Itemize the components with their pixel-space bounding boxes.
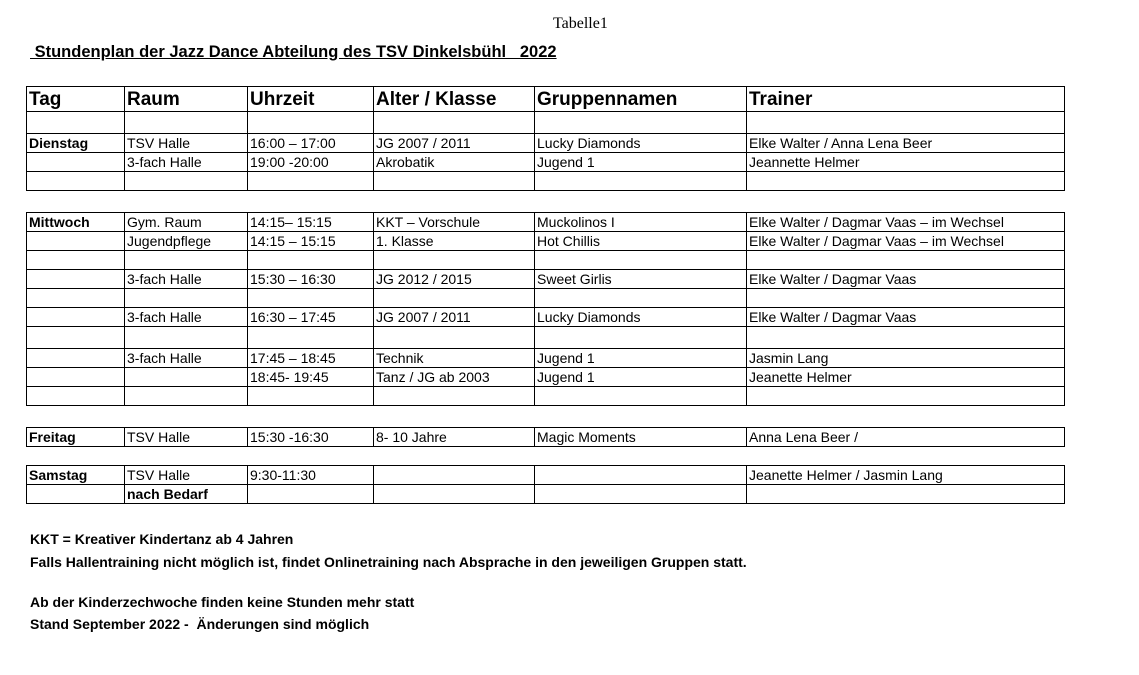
mittwoch-table: [26, 212, 1065, 406]
alter-cell: JG 2012 / 2015: [374, 270, 535, 289]
table-cell: [125, 387, 248, 406]
schedule-header-table: [26, 86, 1065, 112]
table-cell: [248, 327, 374, 349]
table-cell: [747, 327, 1065, 349]
table-cell: [125, 251, 248, 270]
raum-cell: nach Bedarf: [125, 485, 248, 504]
uhrzeit-cell: 14:15– 15:15: [248, 213, 374, 232]
raum-cell: 3-fach Halle: [125, 153, 248, 172]
day-cell: Mittwoch: [27, 213, 125, 232]
trainer-cell: Anna Lena Beer /: [747, 428, 1065, 447]
alter-cell: Akrobatik: [374, 153, 535, 172]
table-cell: [125, 289, 248, 308]
table-cell: [535, 327, 747, 349]
uhrzeit-cell: 19:00 -20:00: [248, 153, 374, 172]
uhrzeit-cell: 16:00 – 17:00: [248, 134, 374, 153]
uhrzeit-cell: 16:30 – 17:45: [248, 308, 374, 327]
day-cell: [27, 270, 125, 289]
header-alter-klasse: Alter / Klasse: [374, 87, 535, 112]
day-cell: Samstag: [27, 466, 125, 485]
table-cell: [535, 112, 747, 134]
table-cell: [747, 387, 1065, 406]
gruppe-cell: Hot Chillis: [535, 232, 747, 251]
raum-cell: Jugendpflege: [125, 232, 248, 251]
table-cell: [374, 172, 535, 191]
gruppe-cell: Sweet Girlis: [535, 270, 747, 289]
day-cell: [27, 232, 125, 251]
table-cell: [248, 251, 374, 270]
table-row: [27, 213, 1065, 232]
table-cell: [374, 387, 535, 406]
dienstag-table: [26, 133, 1065, 191]
day-cell: Freitag: [27, 428, 125, 447]
table-cell: [248, 172, 374, 191]
trainer-cell: [747, 485, 1065, 504]
raum-cell: 3-fach Halle: [125, 270, 248, 289]
table-cell: [374, 327, 535, 349]
raum-cell: TSV Halle: [125, 466, 248, 485]
alter-cell: JG 2007 / 2011: [374, 308, 535, 327]
day-cell: [27, 349, 125, 368]
alter-cell: JG 2007 / 2011: [374, 134, 535, 153]
table-row: [27, 153, 1065, 172]
alter-cell: Technik: [374, 349, 535, 368]
day-cell: [27, 153, 125, 172]
table-row: [27, 327, 1065, 349]
table-cell: [27, 172, 125, 191]
gruppe-cell: Lucky Diamonds: [535, 308, 747, 327]
header-gruppennamen: Gruppennamen: [535, 87, 747, 112]
table-cell: [374, 112, 535, 134]
table-cell: [747, 112, 1065, 134]
table-row: [27, 251, 1065, 270]
note-kkt: KKT = Kreativer Kindertanz ab 4 Jahren: [30, 531, 294, 547]
header-tag: Tag: [27, 87, 125, 112]
trainer-cell: Jasmin Lang: [747, 349, 1065, 368]
table-row: [27, 428, 1065, 447]
day-cell: [27, 368, 125, 387]
freitag-table: [26, 427, 1065, 447]
document-title: Stundenplan der Jazz Dance Abteilung des TSV Dinkelsbühl 2022: [30, 43, 557, 61]
note-online-training: Falls Hallentraining nicht möglich ist, findet Onlinetraining nach Absprache in den jeweiligen Gruppen statt.: [30, 554, 747, 570]
trainer-cell: Elke Walter / Anna Lena Beer: [747, 134, 1065, 153]
trainer-cell: Elke Walter / Dagmar Vaas: [747, 308, 1065, 327]
day-cell: [27, 308, 125, 327]
header-raum: Raum: [125, 87, 248, 112]
raum-cell: TSV Halle: [125, 428, 248, 447]
header-uhrzeit: Uhrzeit: [248, 87, 374, 112]
table-row: [27, 289, 1065, 308]
table-row: [27, 485, 1065, 504]
table-row: [27, 349, 1065, 368]
gruppe-cell: Lucky Diamonds: [535, 134, 747, 153]
day-cell: [27, 485, 125, 504]
table-cell: [125, 327, 248, 349]
uhrzeit-cell: 15:30 – 16:30: [248, 270, 374, 289]
raum-cell: 3-fach Halle: [125, 349, 248, 368]
trainer-cell: Jeanette Helmer: [747, 368, 1065, 387]
gruppe-cell: Jugend 1: [535, 153, 747, 172]
note-stand: Stand September 2022 - Änderungen sind möglich: [30, 616, 370, 632]
table-row: [27, 466, 1065, 485]
table-row: [27, 232, 1065, 251]
raum-cell: 3-fach Halle: [125, 308, 248, 327]
trainer-cell: Elke Walter / Dagmar Vaas: [747, 270, 1065, 289]
table-cell: [374, 251, 535, 270]
gruppe-cell: Magic Moments: [535, 428, 747, 447]
day-cell: Dienstag: [27, 134, 125, 153]
uhrzeit-cell: 17:45 – 18:45: [248, 349, 374, 368]
gruppe-cell: Jugend 1: [535, 349, 747, 368]
table-cell: [125, 172, 248, 191]
alter-cell: 8- 10 Jahre: [374, 428, 535, 447]
table-cell: [248, 387, 374, 406]
header-trainer: Trainer: [747, 87, 1065, 112]
raum-cell: TSV Halle: [125, 134, 248, 153]
header-row: [27, 87, 1065, 112]
raum-cell: Gym. Raum: [125, 213, 248, 232]
trainer-cell: Jeanette Helmer / Jasmin Lang: [747, 466, 1065, 485]
table-cell: [747, 251, 1065, 270]
alter-cell: [374, 466, 535, 485]
table-cell: [27, 251, 125, 270]
alter-cell: 1. Klasse: [374, 232, 535, 251]
samstag-table: [26, 465, 1065, 504]
table-cell: [248, 289, 374, 308]
table-cell: [535, 289, 747, 308]
table-cell: [535, 251, 747, 270]
table-row: [27, 308, 1065, 327]
table-cell: [248, 112, 374, 134]
sheet-label: Tabelle1: [553, 15, 608, 32]
uhrzeit-cell: 14:15 – 15:15: [248, 232, 374, 251]
raum-cell: [125, 368, 248, 387]
trainer-cell: Jeannette Helmer: [747, 153, 1065, 172]
note-kinderzechwoche: Ab der Kinderzechwoche finden keine Stunden mehr statt: [30, 594, 415, 610]
table-cell: [374, 289, 535, 308]
table-row: [27, 270, 1065, 289]
uhrzeit-cell: 9:30-11:30: [248, 466, 374, 485]
alter-cell: Tanz / JG ab 2003: [374, 368, 535, 387]
trainer-cell: Elke Walter / Dagmar Vaas – im Wechsel: [747, 232, 1065, 251]
table-cell: [125, 112, 248, 134]
uhrzeit-cell: 15:30 -16:30: [248, 428, 374, 447]
table-cell: [27, 112, 125, 134]
alter-cell: [374, 485, 535, 504]
gruppe-cell: Muckolinos I: [535, 213, 747, 232]
table-cell: [747, 289, 1065, 308]
table-cell: [535, 387, 747, 406]
table-cell: [27, 289, 125, 308]
table-cell: [27, 327, 125, 349]
gruppe-cell: [535, 485, 747, 504]
trainer-cell: Elke Walter / Dagmar Vaas – im Wechsel: [747, 213, 1065, 232]
table-cell: [27, 387, 125, 406]
table-row: [27, 172, 1065, 191]
gruppe-cell: Jugend 1: [535, 368, 747, 387]
table-row: [27, 368, 1065, 387]
table-cell: [535, 172, 747, 191]
table-row: [27, 112, 1065, 134]
blank-table: [26, 111, 1065, 134]
table-cell: [747, 172, 1065, 191]
table-row: [27, 387, 1065, 406]
uhrzeit-cell: 18:45- 19:45: [248, 368, 374, 387]
alter-cell: KKT – Vorschule: [374, 213, 535, 232]
gruppe-cell: [535, 466, 747, 485]
table-row: [27, 134, 1065, 153]
uhrzeit-cell: [248, 485, 374, 504]
